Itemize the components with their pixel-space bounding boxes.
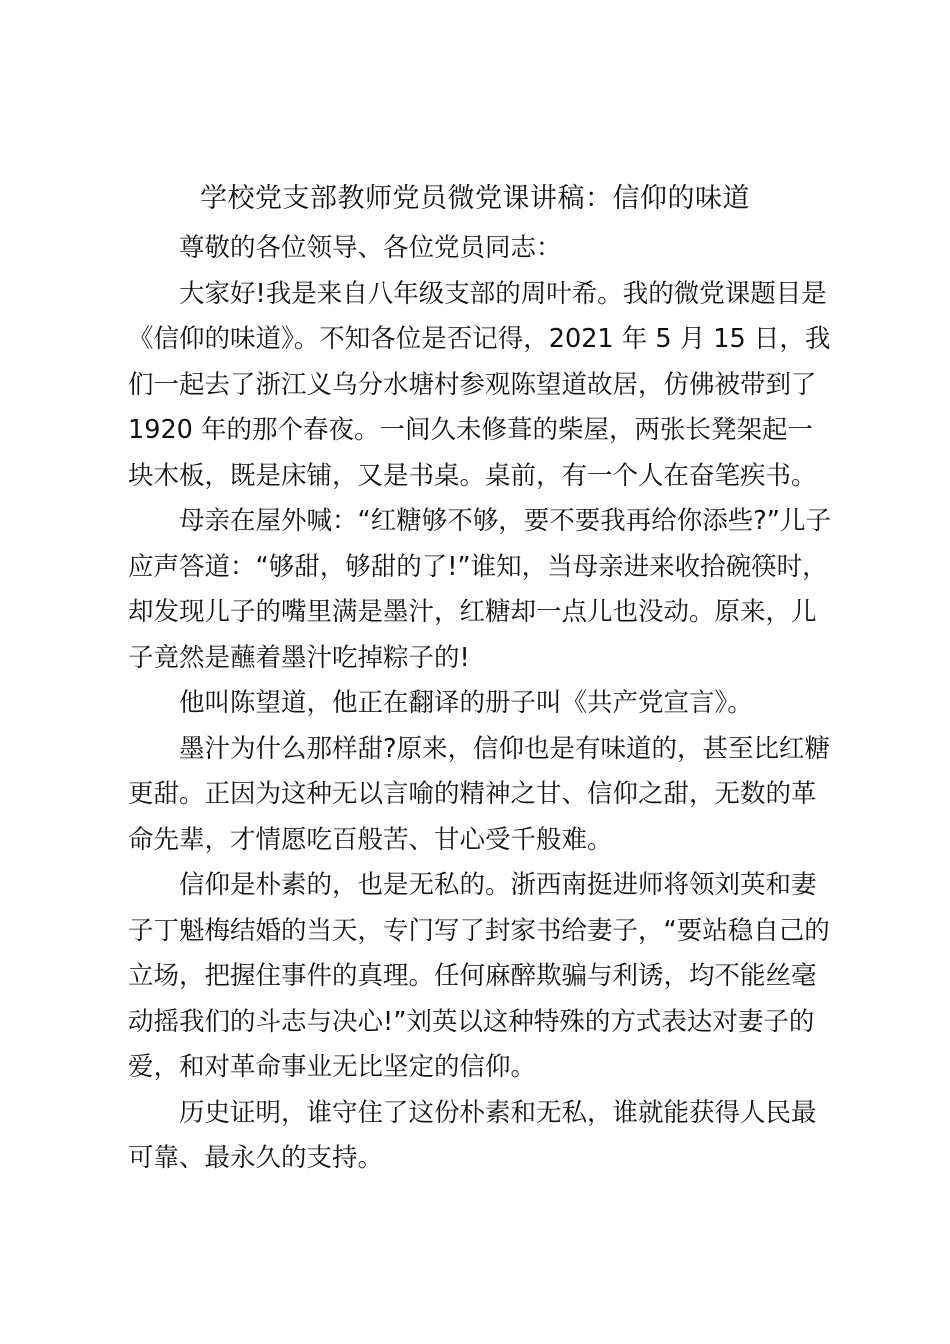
text-line: 们一起去了浙江义乌分水塘村参观陈望道故居，仿佛被带到了 — [128, 369, 817, 400]
document-title: 学校党支部教师党员微党课讲稿：信仰的味道 — [200, 183, 750, 214]
text-line: 大家好!我是来自八年级支部的周叶希。我的微党课题目是 — [179, 278, 827, 309]
paragraph-chen-wangdao — [128, 681, 833, 727]
text-line: 更甜。正因为这种无以言喻的精神之甘、信仰之甜，无数的革 — [128, 779, 817, 809]
paragraph-sweetness-of-faith — [128, 727, 833, 864]
text-line: 墨汁为什么那样甜?原来，信仰也是有味道的，甚至比红糖 — [179, 733, 831, 764]
text-line: 子丁魁梅结婚的当天，专门写了封家书给妻子，“要站稳自己的 — [128, 915, 830, 946]
paragraph-mother-story — [128, 499, 833, 681]
text-line: 历史证明，谁守住了这份朴素和无私，谁就能获得人民最 — [179, 1097, 817, 1128]
paragraph-conclusion — [128, 1091, 833, 1182]
text-line: 块木板，既是床铺，又是书桌。桌前，有一个人在奋笔疾书。 — [128, 460, 817, 491]
text-line: 可靠、最永久的支持。 — [128, 1143, 384, 1173]
text-line: 应声答道：“够甜，够甜的了!”谁知，当母亲进来收拾碗筷时， — [128, 551, 828, 582]
text-line: 子竟然是蘸着墨汁吃掉粽子的! — [128, 642, 470, 673]
document-body — [128, 226, 833, 1182]
text-line: 命先辈，才情愿吃百般苦、甘心受千般难。 — [128, 824, 613, 855]
text-line: 立场，把握住事件的真理。任何麻醉欺骗与利诱，均不能丝毫 — [128, 961, 817, 991]
paragraph-liu-ying — [128, 863, 833, 1091]
paragraph-introduction — [128, 272, 833, 500]
text-line: 母亲在屋外喊：“红糖够不够，要不要我再给你添些?”儿子 — [179, 506, 831, 536]
text-line: 《信仰的味道》。不知各位是否记得，2021 年 5 月 15 日，我 — [128, 324, 831, 354]
text-line: 动摇我们的斗志与决心!”刘英以这种特殊的方式表达对妻子的 — [128, 1006, 815, 1037]
text-line: 信仰是朴素的，也是无私的。浙西南挺进师将领刘英和妻 — [179, 870, 817, 900]
text-line: 1920 年的那个春夜。一间久未修葺的柴屋，两张长凳架起一 — [128, 415, 814, 445]
text-line: 却发现儿子的嘴里满是墨汁，红糖却一点儿也没动。原来，儿 — [128, 597, 817, 627]
text-line: 他叫陈望道，他正在翻译的册子叫《共产党宣言》。 — [179, 688, 753, 718]
text-line: 尊敬的各位领导、各位党员同志： — [179, 233, 562, 263]
text-line: 爱，和对革命事业无比坚定的信仰。 — [128, 1052, 537, 1082]
salutation-paragraph — [128, 226, 833, 272]
